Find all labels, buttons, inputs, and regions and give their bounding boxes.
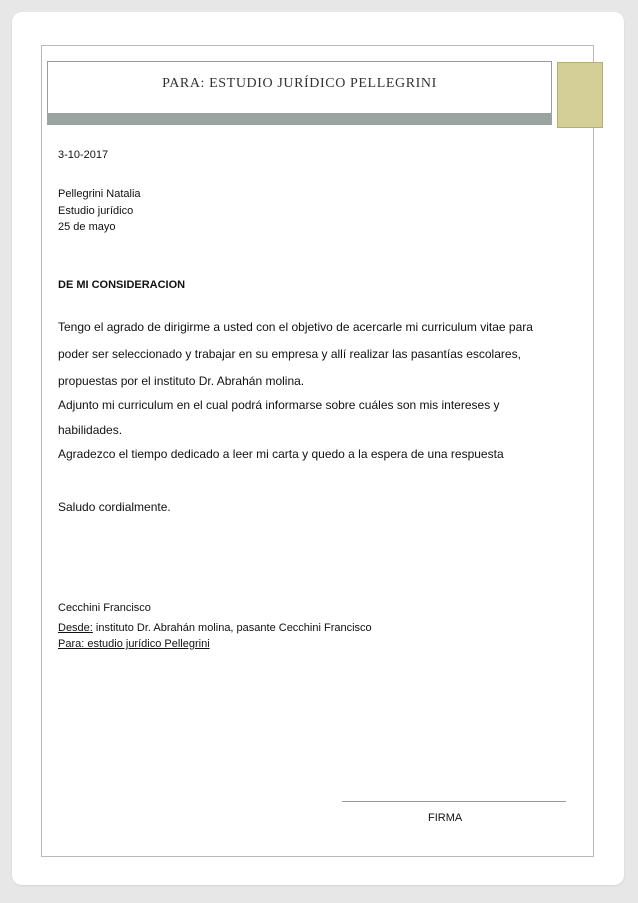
- body-line: Adjunto mi curriculum en el cual podrá informarse sobre cuáles son mis intereses y: [58, 398, 500, 412]
- sender-name: Cecchini Francisco: [58, 602, 151, 614]
- letter-page: [12, 12, 624, 885]
- salutation: DE MI CONSIDERACION: [58, 279, 186, 291]
- body-line: poder ser seleccionado y trabajar en su empresa y allí realizar las pasantías escolares,: [58, 347, 521, 361]
- from-value: instituto Dr. Abrahán molina, pasante Cecchini Francisco: [92, 622, 372, 634]
- body-line: Tengo el agrado de dirigirme a usted con el objetivo de acercarle mi curriculum vitae para: [58, 320, 533, 334]
- recipient-name: Pellegrini Natalia: [58, 188, 141, 200]
- header-title: PARA: ESTUDIO JURÍDICO PELLEGRINI: [162, 76, 437, 91]
- header-band: [47, 113, 552, 125]
- signature-line: [342, 801, 566, 802]
- from-label: Desde:: [58, 622, 93, 634]
- recipient-company: Estudio jurídico: [58, 205, 134, 217]
- sender-to-line: Para: estudio jurídico Pellegrini: [58, 638, 210, 650]
- closing-text: Saludo cordialmente.: [58, 500, 171, 514]
- body-line: propuestas por el instituto Dr. Abrahán molina.: [58, 374, 305, 388]
- body-line: Agradezco el tiempo dedicado a leer mi carta y quedo a la espera de una respuesta: [58, 447, 504, 461]
- header-box: [47, 61, 552, 114]
- body-line: habilidades.: [58, 423, 123, 437]
- header-accent-box: [557, 62, 603, 128]
- recipient-address: 25 de mayo: [58, 221, 116, 233]
- signature-label: FIRMA: [428, 812, 463, 824]
- letter-date: 3-10-2017: [58, 149, 109, 161]
- sender-from-line: [58, 622, 372, 634]
